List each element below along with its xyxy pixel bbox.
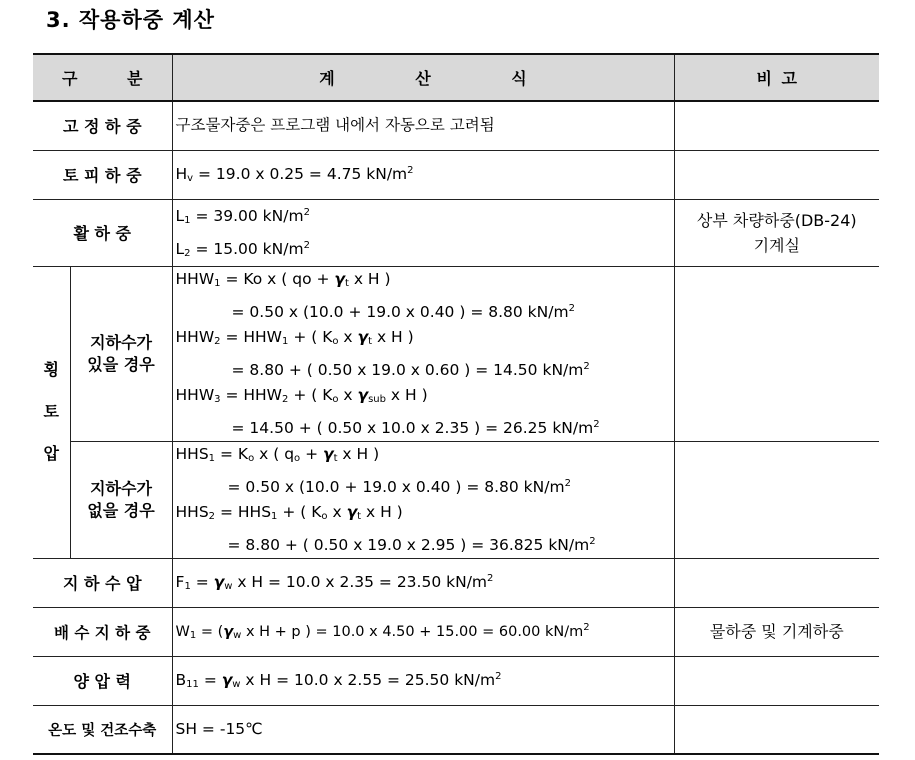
- calc-live-load: [172, 199, 674, 266]
- formula-text: + ( K: [288, 327, 333, 346]
- formula-text: =: [190, 573, 214, 591]
- formula-text: = Ko x ( qo +: [220, 269, 335, 288]
- sub-text: 1: [184, 214, 191, 226]
- sub-text: v: [187, 173, 194, 184]
- formula-text: = (: [196, 624, 224, 640]
- sublabel-line: 지하수가: [90, 478, 152, 498]
- calc-earth-cover: $H_v = 19.0$ x 0.25 = 4.75 $kN/m^2$: [172, 150, 674, 199]
- formula-text: x H ): [348, 269, 391, 288]
- note-live-load: [674, 199, 879, 266]
- formula-text: = 15.00 kN/m: [190, 239, 304, 258]
- row-label-live-load: 활 하 중: [33, 199, 172, 266]
- formula-text: x ( q: [254, 444, 295, 463]
- row-label-groundwater-pressure: 지 하 수 압: [33, 558, 172, 607]
- sub-text: t: [333, 452, 338, 464]
- formula-text: = 39.00 kN/m: [190, 206, 304, 225]
- formula-text: + ( K: [277, 502, 322, 521]
- sub-text: 1: [271, 510, 278, 522]
- formula-text: HHW: [175, 269, 215, 288]
- header-formula: [172, 54, 674, 101]
- formula-text: W: [175, 624, 190, 640]
- formula-line: [176, 383, 674, 412]
- formula-line: [176, 442, 674, 471]
- formula-text: x: [327, 502, 347, 521]
- gamma-symbol: γ: [346, 502, 358, 521]
- gamma-symbol: γ: [223, 624, 234, 640]
- formula-text: HHW: [175, 385, 215, 404]
- formula-text: = 8.80 + ( 0.50 x 19.0 x 0.60 ) = 14.50 kN/m: [231, 360, 584, 379]
- formula-line: [176, 267, 674, 296]
- note-lateral-with-water: [674, 266, 879, 441]
- sub-text: o: [294, 452, 301, 464]
- table-row: [33, 199, 879, 266]
- note-line: 상부 차량하중(DB-24): [696, 210, 857, 230]
- formula-text: = HHW: [220, 327, 283, 346]
- formula-line: [176, 529, 674, 558]
- exp-text: 2: [407, 165, 414, 176]
- exp-text: 2: [303, 206, 310, 218]
- gamma-symbol: γ: [334, 269, 345, 288]
- row-label-text: 배 수 지 하 중: [54, 623, 151, 642]
- table-row: [33, 558, 879, 607]
- sub-text: 3: [214, 393, 221, 405]
- sub-text: t: [368, 335, 373, 347]
- sub-text: 11: [186, 679, 199, 690]
- sub-text: sub: [368, 393, 386, 405]
- exp-text: 2: [564, 477, 571, 489]
- sub-text: o: [321, 510, 328, 522]
- formula-text: L: [175, 239, 185, 258]
- formula-text: x H ): [361, 502, 403, 521]
- sub-text: o: [248, 452, 255, 464]
- formula-text: + ( K: [288, 385, 333, 404]
- sub-text: t: [357, 510, 362, 522]
- row-label-temperature-shrinkage: 온도 및 건조수축: [33, 705, 172, 754]
- header-formula-label: 계 산 식: [319, 69, 527, 88]
- row-label-uplift: 양 압 력: [33, 656, 172, 705]
- formula-text: x H ): [386, 385, 428, 404]
- note-drain-load: 물하중 및 기계하중: [674, 607, 879, 656]
- formula-text: x: [338, 327, 358, 346]
- formula-line: [176, 200, 674, 233]
- calc-drain-load: [172, 607, 674, 656]
- formula-line: [176, 233, 674, 266]
- sub-text: 1: [184, 581, 191, 592]
- sub-text: 2: [208, 510, 216, 522]
- header-remarks-label: 비 고: [756, 69, 797, 88]
- sublabel-line: 있을 경우: [87, 354, 155, 374]
- row-label-dead-load: 고 정 하 중: [33, 101, 172, 150]
- sublabel-line: 없을 경우: [87, 500, 155, 520]
- formula-text: x H ): [337, 444, 380, 463]
- calc-dead-load: 구조물자중은 프로그램 내에서 자동으로 고려됨: [172, 101, 674, 150]
- table-row: [33, 266, 879, 441]
- sublabel-without-groundwater: [70, 441, 172, 558]
- note-temperature-shrinkage: [674, 705, 879, 754]
- formula-text: = 0.50 x (10.0 + 19.0 x 0.40 ) = 8.80 kN/m: [231, 302, 569, 321]
- calc-temperature-shrinkage: SH = -15℃: [172, 705, 674, 754]
- exp-text: 2: [589, 535, 596, 547]
- header-category: [33, 54, 172, 101]
- formula-text: = 14.50 + ( 0.50 x 10.0 x 2.35 ) = 26.25 kN/m: [231, 418, 594, 437]
- note-earth-cover: [674, 150, 879, 199]
- row-label-drain-load: [33, 607, 172, 656]
- table-row: [33, 441, 879, 558]
- table-header-row: [33, 54, 879, 101]
- formula-text: =: [198, 671, 222, 689]
- calc-groundwater-pressure: [172, 558, 674, 607]
- row-label-earth-cover: 토 피 하 중: [33, 150, 172, 199]
- formula-line: [176, 471, 674, 500]
- calc-uplift: [172, 656, 674, 705]
- sub-text: w: [233, 630, 242, 641]
- note-dead-load: [674, 101, 879, 150]
- exp-text: 2: [593, 418, 600, 430]
- sub-text: w: [232, 679, 241, 690]
- formula-text: HHS: [175, 444, 209, 463]
- sub-text: o: [332, 393, 339, 405]
- formula-line: [176, 500, 674, 529]
- sub-text: 1: [189, 630, 197, 641]
- note-line: 기계실: [753, 235, 800, 255]
- formula-text: = HHS: [215, 502, 272, 521]
- note-uplift: [674, 656, 879, 705]
- formula-text: x H = 10.0 x 2.35 = 23.50 kN/m: [232, 573, 488, 591]
- gamma-symbol: γ: [357, 327, 369, 346]
- section-title: 3. 작용하중 계산: [46, 8, 215, 32]
- sub-text: 2: [282, 393, 289, 405]
- sub-text: w: [224, 581, 233, 592]
- sub-text: 2: [214, 335, 221, 347]
- note-groundwater-pressure: [674, 558, 879, 607]
- calc-lateral-with-water: [172, 266, 674, 441]
- formula-line: [176, 354, 674, 383]
- formula-text: +: [300, 444, 323, 463]
- exp-text: 2: [487, 573, 494, 584]
- formula-line: [176, 325, 674, 354]
- exp-text: 2: [583, 622, 590, 633]
- table-row: [33, 607, 879, 656]
- formula-text: = 0.50 x (10.0 + 19.0 x 0.40 ) = 8.80 kN/m: [227, 477, 565, 496]
- exp-text: 2: [303, 239, 310, 251]
- table-row: [33, 150, 879, 199]
- sub-text: 2: [184, 247, 191, 259]
- sub-text: t: [344, 277, 349, 289]
- exp-text: 2: [568, 302, 575, 314]
- table-row: [33, 101, 879, 150]
- vert-char: 토: [43, 402, 59, 421]
- formula-text: B: [175, 671, 187, 689]
- header-category-label: 구 분: [62, 69, 143, 88]
- table-row: [33, 656, 879, 705]
- row-label-lateral-pressure: [33, 266, 70, 558]
- vert-char: 횡: [43, 360, 59, 379]
- formula-text: L: [175, 206, 185, 225]
- sub-text: o: [332, 335, 339, 347]
- load-calc-table: [33, 53, 879, 755]
- formula-text: HHW: [175, 327, 215, 346]
- gamma-symbol: γ: [357, 385, 369, 404]
- exp-text: 2: [583, 360, 590, 372]
- formula-text: x H = 10.0 x 2.55 = 25.50 kN/m: [240, 671, 496, 689]
- formula-text: x: [338, 385, 358, 404]
- gamma-symbol: γ: [213, 573, 225, 591]
- table-row: [33, 705, 879, 754]
- sub-text: 1: [214, 277, 221, 289]
- formula-text: = 19.0 x 0.25 = 4.75 kN/m: [193, 165, 408, 183]
- formula-text: = K: [215, 444, 249, 463]
- formula-text: x H ): [372, 327, 414, 346]
- calc-lateral-without-water: [172, 441, 674, 558]
- vert-char: 압: [43, 444, 59, 463]
- exp-text: 2: [495, 671, 502, 682]
- sub-text: 1: [282, 335, 289, 347]
- formula-line: [176, 296, 674, 325]
- sublabel-line: 지하수가: [90, 332, 152, 352]
- note-lateral-without-water: [674, 441, 879, 558]
- sublabel-with-groundwater: [70, 266, 172, 441]
- gamma-symbol: γ: [323, 444, 334, 463]
- sub-text: 1: [208, 452, 216, 464]
- formula-line: [176, 412, 674, 441]
- formula-text: x H + p ) = 10.0 x 4.50 + 15.00 = 60.00 kN/m: [241, 624, 584, 640]
- formula-text: HHS: [175, 502, 209, 521]
- gamma-symbol: γ: [221, 671, 233, 689]
- formula-text: = 8.80 + ( 0.50 x 19.0 x 2.95 ) = 36.825 kN/m: [227, 535, 590, 554]
- formula-text: F: [175, 573, 185, 591]
- header-remarks: [674, 54, 879, 101]
- formula-text: = HHW: [220, 385, 283, 404]
